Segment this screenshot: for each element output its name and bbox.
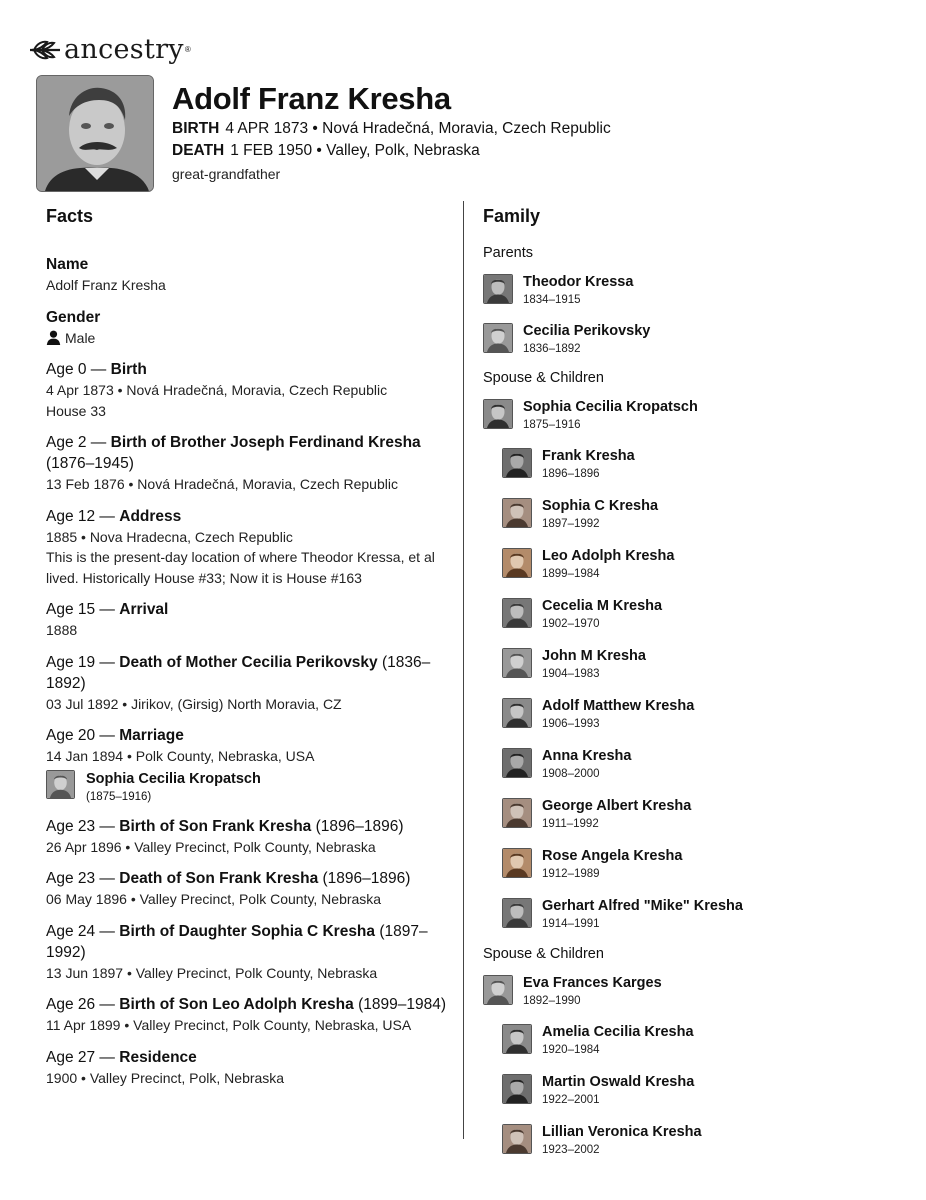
fact-event[interactable]	[46, 816, 446, 858]
death-line	[172, 140, 611, 162]
child-item[interactable]	[502, 498, 903, 533]
person-name-link: Martin Oswald Kresha	[542, 1074, 695, 1090]
column-divider	[463, 201, 464, 1139]
person-lifespan: 1899–1984	[542, 568, 600, 580]
child-item[interactable]	[502, 1124, 903, 1159]
fact-event-title: Birth of Son Frank Kresha	[119, 817, 312, 835]
fact-event-title: Address	[119, 507, 182, 525]
fact-date-place: 4 Apr 1873 • Nová Hradečná, Moravia, Czech Republic	[46, 382, 388, 398]
fact-note: This is the present-day location of where Theodor Kressa, et al lived. Historically House #33; Now it is House #163	[46, 549, 435, 586]
person-photo	[502, 498, 532, 528]
fact-event-title: Birth of Brother Joseph Ferdinand Kresha	[110, 434, 421, 451]
fact-event[interactable]	[46, 994, 446, 1036]
person-name-link: Eva Frances Karges	[523, 975, 662, 991]
person-name-link: Theodor Kressa	[523, 274, 634, 290]
person-photo	[502, 748, 532, 778]
person-lifespan: 1904–1983	[542, 668, 600, 680]
child-item[interactable]	[502, 898, 903, 933]
ancestry-logo[interactable]	[28, 34, 191, 65]
person-photo	[502, 1024, 532, 1054]
fact-event-title: Death of Son Frank Kresha	[119, 870, 319, 887]
birth-value: 4 APR 1873 • Nová Hradečná, Moravia, Czech Republic	[225, 120, 611, 137]
brand-name: ancestry	[64, 34, 184, 65]
fact-age: Age 27 —	[46, 1048, 120, 1066]
person-photo	[483, 975, 513, 1005]
fact-age: Age 19 —	[46, 653, 120, 671]
fact-date-place: 14 Jan 1894 • Polk County, Nebraska, USA	[46, 748, 315, 764]
fact-date-place: 1888	[46, 622, 78, 638]
spouse-2	[483, 975, 903, 1010]
fact-lifespan: (1899–1984)	[353, 996, 446, 1013]
fact-date-place: 1885 • Nova Hradecna, Czech Republic	[46, 528, 293, 545]
child-item[interactable]	[502, 798, 903, 833]
person-name-link: Amelia Cecilia Kresha	[542, 1024, 694, 1040]
death-value: 1 FEB 1950 • Valley, Polk, Nebraska	[230, 142, 480, 159]
fact-date-place: 03 Jul 1892 • Jirikov, (Girsig) North Moravia, CZ	[46, 695, 342, 712]
person-icon	[46, 330, 61, 345]
person-name-link: Sophia C Kresha	[542, 498, 659, 514]
person-photo	[502, 448, 532, 478]
name-fact	[46, 254, 446, 296]
fact-date-place: 13 Feb 1876 • Nová Hradečná, Moravia, Czech Republic	[46, 476, 398, 492]
person-name-link: George Albert Kresha	[542, 798, 692, 814]
person-lifespan: 1896–1896	[542, 468, 600, 480]
fact-event[interactable]	[46, 599, 446, 641]
fact-event[interactable]	[46, 432, 446, 495]
family-title: Family	[483, 206, 541, 226]
person-lifespan: 1836–1892	[523, 343, 581, 355]
person-item[interactable]	[483, 274, 903, 309]
birth-line	[172, 118, 611, 140]
person-lifespan: 1914–1991	[542, 918, 600, 930]
fact-event-title: Residence	[119, 1048, 197, 1066]
person-name: Adolf Franz Kresha	[172, 81, 451, 116]
person-photo	[502, 798, 532, 828]
person-name-link: Lillian Veronica Kresha	[542, 1124, 702, 1140]
person-lifespan: 1892–1990	[523, 995, 581, 1007]
gender-label: Gender	[46, 308, 101, 326]
fact-event-title: Death of Mother Cecilia Perikovsky	[119, 653, 378, 671]
gender-value: Male	[65, 329, 96, 346]
child-item[interactable]	[502, 1024, 903, 1059]
fact-event-title: Marriage	[119, 727, 184, 744]
fact-date-place: 11 Apr 1899 • Valley Precinct, Polk County, Nebraska, USA	[46, 1017, 412, 1033]
person-item[interactable]	[483, 323, 903, 358]
person-lifespan: 1922–2001	[542, 1094, 600, 1106]
person-photo	[502, 598, 532, 628]
fact-age: Age 2 —	[46, 434, 111, 451]
person-photo	[502, 898, 532, 928]
person-photo	[483, 323, 513, 353]
child-item[interactable]	[502, 548, 903, 583]
person-lifespan: 1908–2000	[542, 768, 600, 780]
child-item[interactable]	[502, 448, 903, 483]
person-lifespan: 1912–1989	[542, 868, 600, 880]
spouse-name: Sophia Cecilia Kropatsch	[86, 770, 261, 787]
person-name-link: Leo Adolph Kresha	[542, 548, 675, 564]
spouse-children-label-1: Spouse & Children	[483, 370, 604, 386]
fact-lifespan: (1836–1892)	[46, 653, 431, 692]
name-value: Adolf Franz Kresha	[46, 277, 166, 293]
fact-event[interactable]	[46, 506, 446, 589]
fact-age: Age 26 —	[46, 996, 120, 1013]
fact-event-title: Birth of Son Leo Adolph Kresha	[119, 996, 354, 1013]
trademark-mark: ®	[184, 45, 191, 54]
name-label: Name	[46, 256, 89, 273]
spouse-photo	[46, 770, 75, 799]
facts-title: Facts	[46, 206, 94, 226]
fact-age: Age 12 —	[46, 507, 120, 525]
person-header	[172, 80, 611, 182]
spouse-children-label-2: Spouse & Children	[483, 946, 604, 962]
children-list-2	[483, 1024, 903, 1159]
person-photo	[502, 1074, 532, 1104]
relationship-label: great-grandfather	[172, 166, 281, 182]
gender-fact	[46, 307, 446, 349]
fact-age: Age 23 —	[46, 870, 120, 887]
fact-event[interactable]	[46, 868, 446, 910]
fact-note: House 33	[46, 402, 106, 419]
person-name-link: Frank Kresha	[542, 448, 635, 464]
person-lifespan: 1897–1992	[542, 518, 600, 530]
person-name-link: Adolf Matthew Kresha	[542, 698, 695, 714]
person-item[interactable]	[483, 399, 903, 434]
child-item[interactable]	[502, 1074, 903, 1109]
birth-label: BIRTH	[172, 120, 220, 137]
person-photo	[483, 274, 513, 304]
fact-age: Age 20 —	[46, 727, 120, 744]
parents-label: Parents	[483, 245, 533, 261]
fact-event[interactable]	[46, 725, 446, 805]
person-item[interactable]	[483, 975, 903, 1010]
person-name-link: Anna Kresha	[542, 748, 632, 764]
fact-lifespan: (1876–1945)	[46, 455, 134, 472]
person-lifespan: 1875–1916	[523, 419, 581, 431]
fact-event[interactable]	[46, 652, 446, 715]
person-lifespan: 1906–1993	[542, 718, 600, 730]
person-name-link: Cecelia M Kresha	[542, 598, 663, 614]
person-photo	[502, 698, 532, 728]
family-section	[483, 206, 903, 1174]
person-photo	[502, 548, 532, 578]
child-item[interactable]	[502, 848, 903, 883]
fact-age: Age 23 —	[46, 817, 120, 835]
person-lifespan: 1923–2002	[542, 1144, 600, 1156]
fact-age: Age 0 —	[46, 361, 111, 378]
marriage-spouse[interactable]	[46, 770, 446, 805]
children-list-1	[483, 448, 903, 933]
portrait-image-icon	[37, 76, 153, 191]
fact-event[interactable]	[46, 359, 446, 421]
fact-lifespan: (1896–1896)	[311, 817, 404, 835]
person-photo	[502, 848, 532, 878]
person-lifespan: 1920–1984	[542, 1044, 600, 1056]
fact-date-place: 06 May 1896 • Valley Precinct, Polk County, Nebraska	[46, 891, 382, 907]
fact-event-title: Arrival	[119, 601, 169, 618]
child-item[interactable]	[502, 748, 903, 783]
spouse-1	[483, 399, 903, 434]
person-photo	[502, 1124, 532, 1154]
fact-event-title: Birth	[110, 361, 147, 378]
person-photo	[502, 648, 532, 678]
person-lifespan: 1834–1915	[523, 294, 581, 306]
fact-date-place: 13 Jun 1897 • Valley Precinct, Polk County, Nebraska	[46, 964, 378, 981]
spouse-dates: (1875–1916)	[86, 790, 152, 803]
person-name-link: Sophia Cecilia Kropatsch	[523, 399, 698, 415]
fact-lifespan: (1897–1992)	[46, 922, 428, 961]
child-item[interactable]	[502, 698, 903, 733]
person-lifespan: 1911–1992	[542, 818, 599, 830]
person-photo	[483, 399, 513, 429]
fact-event[interactable]	[46, 921, 446, 984]
parents-list	[483, 274, 903, 358]
fact-age: Age 15 —	[46, 601, 120, 618]
person-name-link: Gerhart Alfred "Mike" Kresha	[542, 898, 743, 914]
facts-section	[46, 206, 446, 1099]
fact-event-title: Birth of Daughter Sophia C Kresha	[119, 922, 376, 940]
child-item[interactable]	[502, 598, 903, 633]
person-name-link: Cecilia Perikovsky	[523, 323, 651, 339]
fact-event[interactable]	[46, 1047, 446, 1089]
fact-date-place: 26 Apr 1896 • Valley Precinct, Polk County, Nebraska	[46, 838, 376, 855]
person-lifespan: 1902–1970	[542, 618, 600, 630]
fact-lifespan: (1896–1896)	[318, 870, 411, 887]
person-name-link: Rose Angela Kresha	[542, 848, 683, 864]
profile-photo[interactable]	[36, 75, 154, 192]
person-name-link: John M Kresha	[542, 648, 646, 664]
child-item[interactable]	[502, 648, 903, 683]
fact-age: Age 24 —	[46, 922, 120, 940]
leaf-icon	[28, 37, 62, 63]
fact-date-place: 1900 • Valley Precinct, Polk, Nebraska	[46, 1069, 285, 1086]
death-label: DEATH	[172, 142, 225, 159]
fact-events	[46, 359, 446, 1088]
